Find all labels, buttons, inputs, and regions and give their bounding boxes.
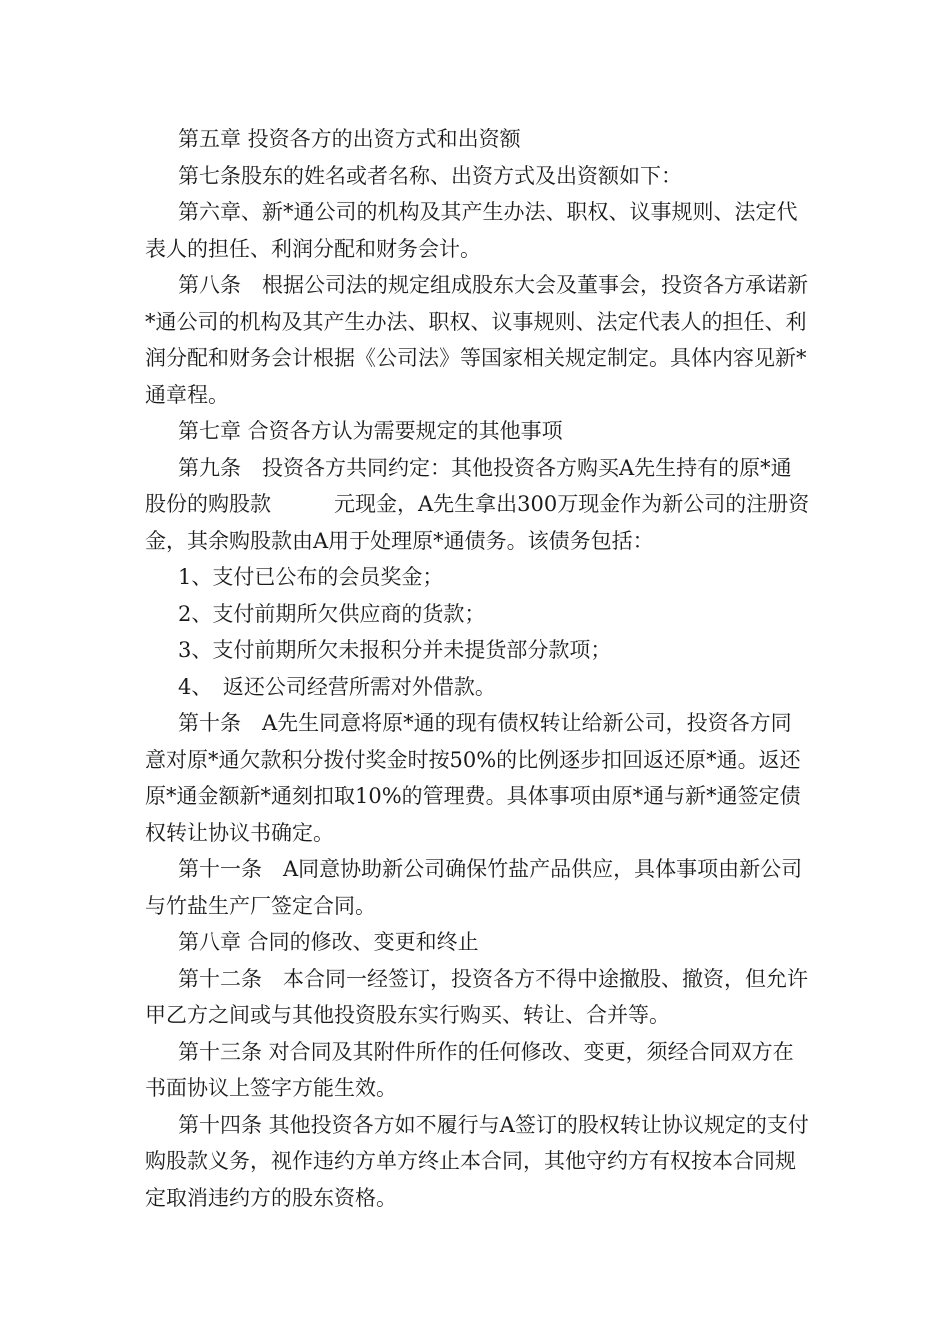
chapter-5-heading: 第五章 投资各方的出资方式和出资额 <box>178 127 521 151</box>
article-7: 第七条股东的姓名或者名称、出资方式及出资额如下： <box>178 163 682 188</box>
list-item-1: 1、支付已公布的会员奖金； <box>178 565 444 589</box>
list-item-3: 3、支付前期所欠未报积分并未提货部分款项； <box>178 638 612 662</box>
article-8: 第八条 根据公司法的规定组成股东大会及董事会，投资各方承诺新*通公司的机构及其产生办法、职权、议事规则、法定代表人的担任、利润分配和财务会计根据《公司法》等国家相关规定制定。具体内容见新*通章程。 <box>145 273 808 407</box>
article-9: 第九条 投资各方共同约定：其他投资各方购买A先生持有的原*通股份的购股款 元现金，A先生拿出300万现金作为新公司的注册资金，其余购股款由A用于处理原*通债务。该债务包括： <box>145 455 810 553</box>
article-10: 第十条 A先生同意将原*通的现有债权转让给新公司，投资各方同意对原*通欠款积分拨付奖金时按50%的比例逐步扣回返还原*通。返还原*通金额新*通刻扣取10%的管理费。具体事项由原*通与新*通签定债权转让协议书确定。 <box>145 711 801 845</box>
article-14: 第十四条 其他投资各方如不履行与A签订的股权转让协议规定的支付购股款义务，视作违约方单方终止本合同，其他守约方有权按本合同规定取消违约方的股东资格。 <box>145 1112 809 1210</box>
article-12: 第十二条 本合同一经签订，投资各方不得中途撤股、撤资，但允许甲乙方之间或与其他投资股东实行购买、转让、合并等。 <box>145 966 808 1027</box>
chapter-8-heading: 第八章 合同的修改、变更和终止 <box>178 930 479 954</box>
list-item-2: 2、支付前期所欠供应商的货款； <box>178 601 486 626</box>
article-13: 第十三条 对合同及其附件所作的任何修改、变更，须经合同双方在书面协议上签字方能生效。 <box>145 1039 794 1100</box>
chapter-7-heading: 第七章 合资各方认为需要规定的其他事项 <box>178 419 563 443</box>
list-item-4: 4、 返还公司经营所需对外借款。 <box>178 674 496 699</box>
chapter-6-heading: 第六章、新*通公司的机构及其产生办法、职权、议事规则、法定代表人的担任、利润分配和财务会计。 <box>145 200 798 261</box>
article-11: 第十一条 A同意协助新公司确保竹盐产品供应，具体事项由新公司与竹盐生产厂签定合同。 <box>145 857 803 918</box>
